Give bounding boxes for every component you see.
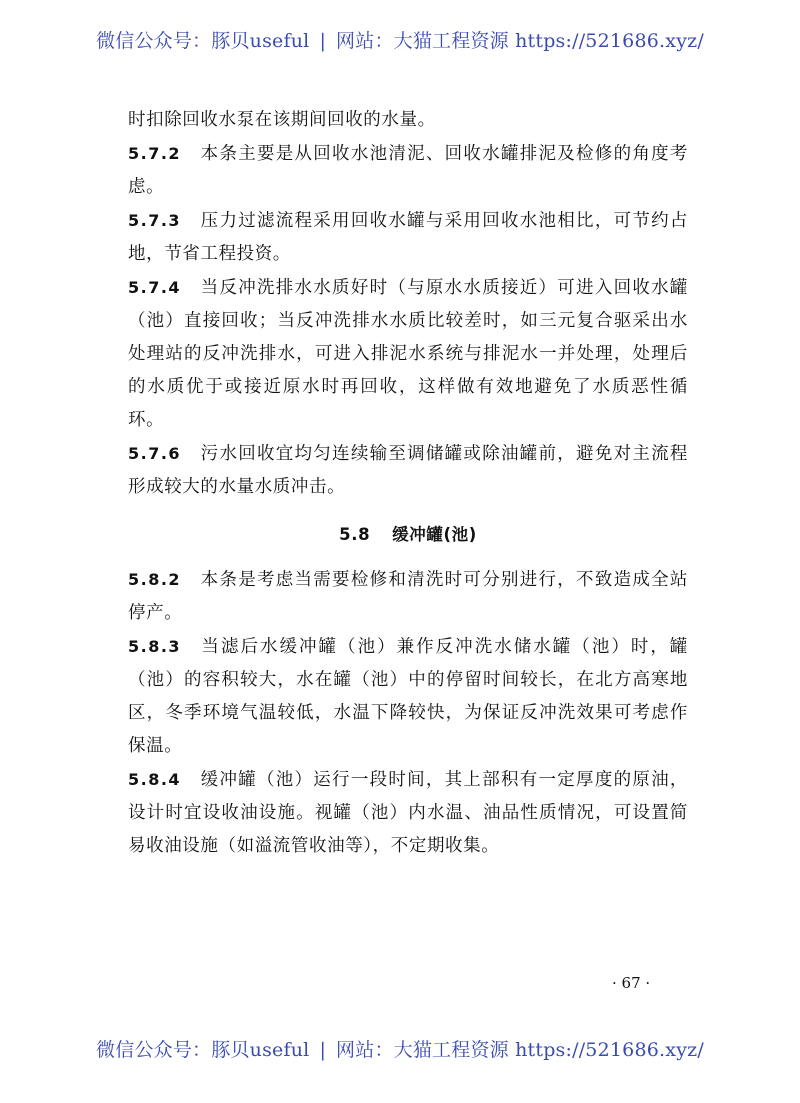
clause-text: 本条是考虑当需要检修和清洗时可分别进行，不致造成全站停产。 [128,570,688,623]
clause-5-8-2 [128,563,688,630]
section-heading [128,518,688,551]
clause-number: 5.7.3 [128,211,182,230]
watermark-wechat: 微信公众号：豚贝useful [96,30,310,52]
clause-text: 污水回收宜均匀连续输至调储罐或除油罐前，避免对主流程形成较大的水量水质冲击。 [128,444,688,497]
clause-number: 5.8.2 [128,570,182,589]
clause-5-7-4 [128,271,688,437]
clause-number: 5.8.4 [128,770,182,789]
watermark-site: 网站：大猫工程资源 https://521686.xyz/ [336,1039,704,1061]
clause-number: 5.7.6 [128,444,182,463]
clause-5-7-3 [128,204,688,271]
clause-text: 缓冲罐（池）运行一段时间，其上部积有一定厚度的原油，设计时宜设收油设施。视罐（池）内水温、油品性质情况，可设置简易收油设施（如溢流管收油等），不定期收集。 [128,770,688,856]
clause-number: 5.8.3 [128,637,182,656]
watermark-footer [0,1035,800,1062]
watermark-header [0,26,800,53]
clause-text: 压力过滤流程采用回收水罐与采用回收水池相比，可节约占地，节省工程投资。 [128,211,688,264]
clause-text: 当反冲洗排水水质好时（与原水水质接近）可进入回收水罐（池）直接回收；当反冲洗排水水质比较差时，如三元复合驱采出水处理站的反冲洗排水，可进入排泥水系统与排泥水一并处理，处理后的水质优于或接近原水时再回收，这样做有效地避免了水质恶性循环。 [128,278,688,430]
clause-5-7-6 [128,437,688,504]
section-title: 缓冲罐(池) [392,525,477,544]
clause-5-8-4 [128,763,688,863]
watermark-separator: | [319,1039,327,1061]
section-number: 5.8 [339,525,371,544]
clause-number: 5.7.4 [128,278,182,297]
clause-text: 当滤后水缓冲罐（池）兼作反冲洗水储水罐（池）时，罐（池）的容积较大，水在罐（池）中的停留时间较长，在北方高寒地区，冬季环境气温较低，水温下降较快，为保证反冲洗效果可考虑作保温。 [128,637,688,756]
watermark-site: 网站：大猫工程资源 https://521686.xyz/ [336,30,704,52]
clause-text: 本条主要是从回收水池清泥、回收水罐排泥及检修的角度考虑。 [128,144,688,197]
watermark-separator: | [319,30,327,52]
paragraph-text: 时扣除回收水泵在该期间回收的水量。 [128,110,436,130]
paragraph-continuation [128,104,688,137]
watermark-wechat: 微信公众号：豚贝useful [96,1039,310,1061]
document-body [128,104,688,863]
page-number: · 67 · [612,974,651,992]
clause-5-8-3 [128,630,688,763]
clause-number: 5.7.2 [128,144,182,163]
clause-5-7-2 [128,137,688,204]
